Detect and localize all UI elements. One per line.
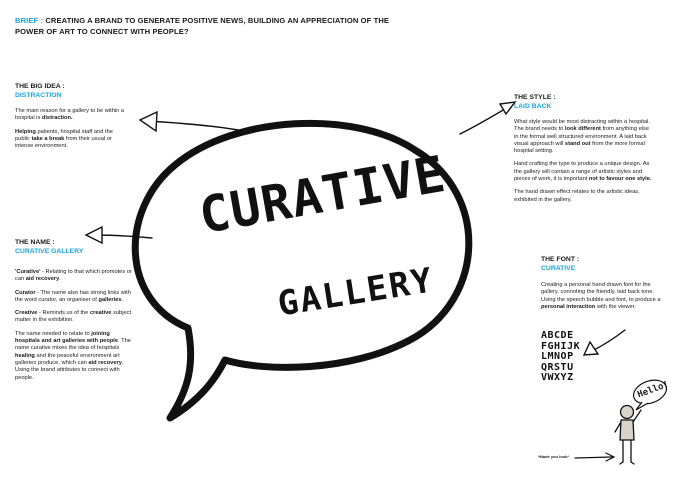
style-para-1: What style would be most distracting within a hospital. The brand needs to look different from anything else in the formal well structured environment. A laid back visual approach will stand out from the more formal hospital setting. [514,119,650,155]
name-section [15,239,135,388]
font-body [541,282,663,311]
alphabet-row: FGHIJK [541,340,581,352]
hello-text: Hello! [636,379,671,401]
figure-drawing [615,406,641,465]
name-subheading: CURATIVE GALLERY [15,247,84,255]
made-you-look-caption: *Made you look* [538,454,569,459]
arrow-big-idea [140,112,238,131]
arrow-made-you-look [575,453,614,461]
alphabet-row: ABCDE [541,330,574,341]
font-subheading: CURATIVE [541,264,576,272]
style-subheading: LAID BACK [514,102,552,110]
style-para-2: Hand crafting the type to produce a unique design. As the gallery will contain a range of artistic styles and pieces of work, it is important not to favour one style. [514,161,652,183]
font-section [541,256,663,317]
style-para-3: The hand drawn effect relates to the artistic ideas, exhibited in the gallery. [514,189,640,203]
big-idea-heading: THE BIG IDEA : [15,83,65,90]
name-para-1: 'Curative' - Relating to that which promotes or can aid recovery. [15,269,132,283]
big-idea-subheading: DISTRACTION [15,91,62,99]
style-heading: THE STYLE : [514,94,556,101]
name-body [15,269,135,382]
name-para-3: Creative - Reminds us of the creative subject matter in the exhibition. [15,310,132,324]
logo-line-1: CURATIVE [195,144,451,246]
arrow-style [460,102,515,134]
style-body [514,119,654,204]
big-idea-body [15,108,127,150]
arrow-font [584,330,625,355]
alphabet-row: LMNOP [541,351,574,362]
big-idea-section [15,83,127,156]
name-para-4: The name needed to relate to joining hospitals and art galleries with people. The name curative mixes the idea of hospitals healing and the peaceful environment art galleries produce, which can aid recovery. Using the brand attributes to connect with people. [15,330,131,381]
style-section [514,94,654,210]
alphabet-row: VWXYZ [541,372,574,383]
big-idea-para-1: The main reason for a gallery to be within a hospital is distraction. [15,108,125,122]
font-para-1: Creating a personal hand drawn font for the gallery, connoting the friendly, laid back tone. Using the speech bubble and font, to produce a personal interaction with the viewer. [541,282,661,310]
alphabet-row: QRSTU [541,361,574,373]
font-heading: THE FONT : [541,256,580,263]
brief-label: BRIEF : [15,16,44,25]
font-alphabet-sample [541,331,580,384]
big-idea-para-2: Helping patients, hospital staff and the public take a break from their usual or intense environment. [15,128,113,150]
brief-text: CREATING A BRAND TO GENERATE POSITIVE NEWS, BUILDING AN APPRECIATION OF THE POWER OF ART TO CONNECT WITH PEOPLE? [15,16,390,36]
logo-line-2: GALLERY [275,260,437,325]
name-heading: THE NAME : [15,239,55,246]
name-para-2: Curator - The name also has strong links with the word curator, an organiser of galleries. [15,289,131,303]
